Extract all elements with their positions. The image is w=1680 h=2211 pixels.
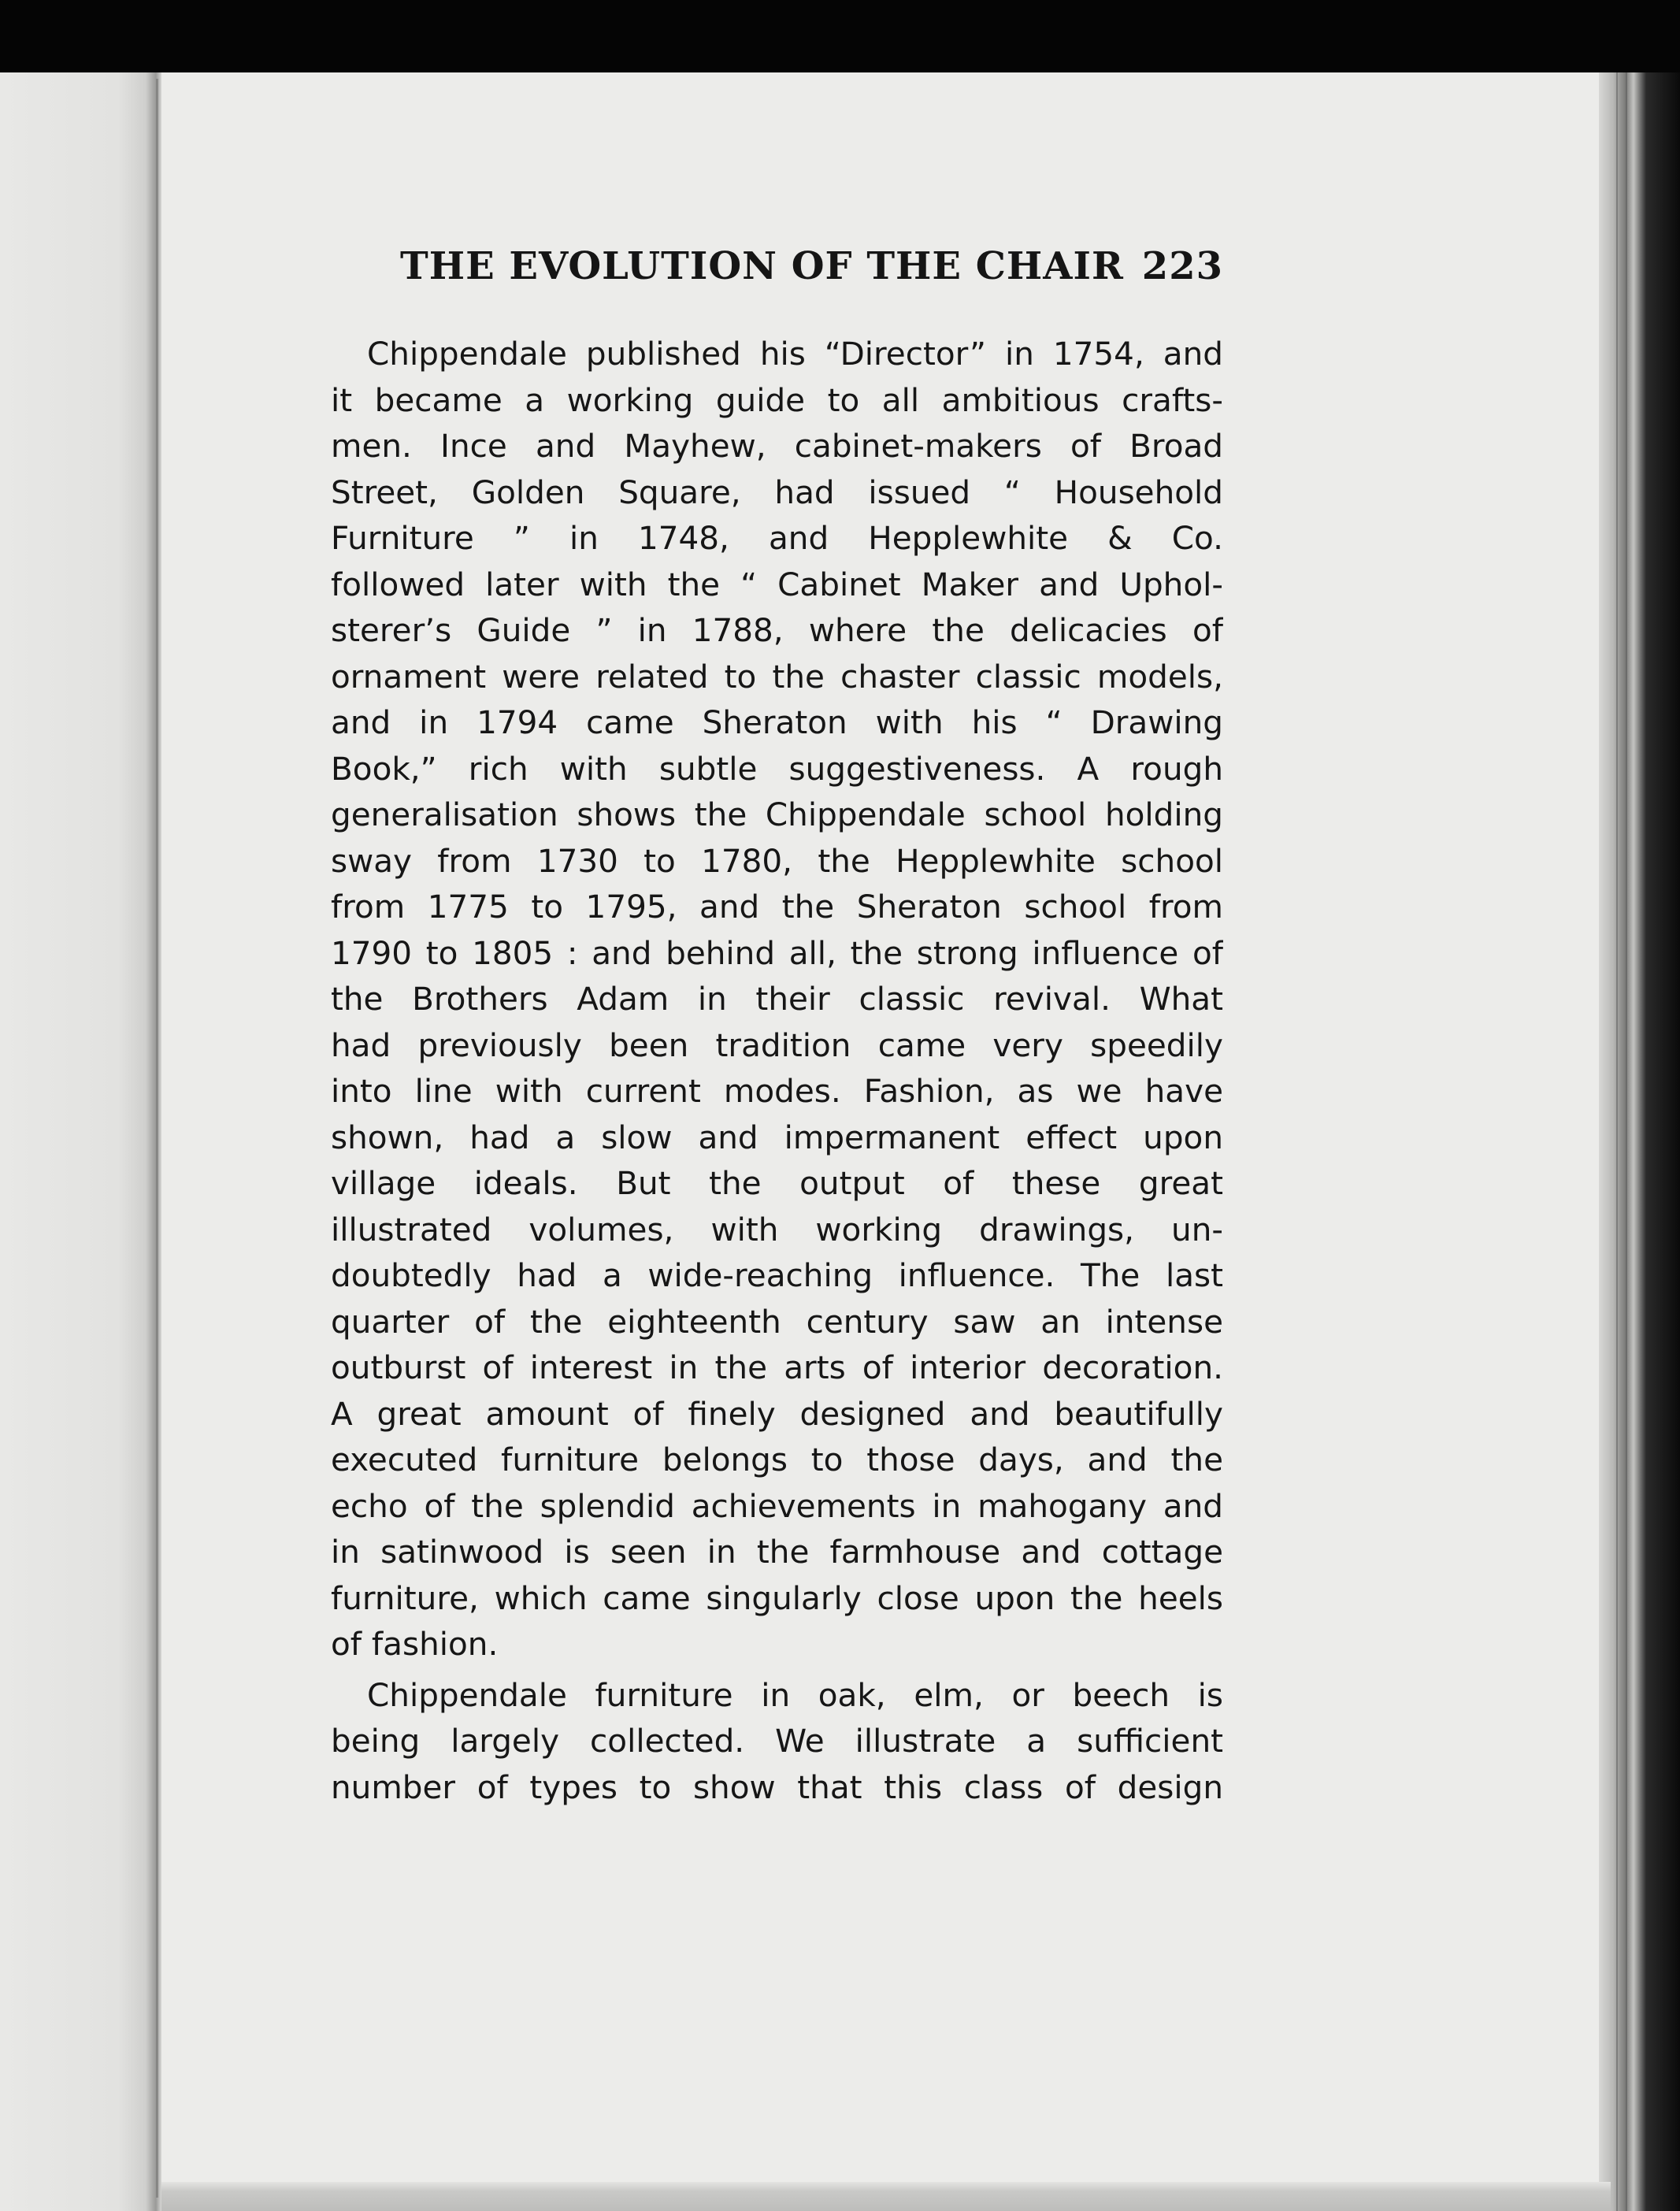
text-line: it became a working guide to all ambitious crafts- xyxy=(331,380,1223,419)
text-line: A great amount of finely designed and beautifully xyxy=(331,1394,1223,1433)
text-line: village ideals. But the output of these great xyxy=(331,1164,1223,1202)
page-edge-line xyxy=(1626,72,1627,2211)
book-gutter xyxy=(0,72,161,2211)
text-line: in satinwood is seen in the farmhouse and cottage xyxy=(331,1533,1223,1571)
text-line: and in 1794 came Sheraton with his “ Drawing xyxy=(331,703,1223,741)
scan-bottom-border xyxy=(161,2182,1611,2211)
text-line: quarter of the eighteenth century saw an intense xyxy=(331,1302,1223,1341)
page-edge-line xyxy=(1616,72,1618,2211)
body-text xyxy=(331,331,1223,1810)
text-line: outburst of interest in the arts of interior decoration. xyxy=(331,1348,1223,1386)
text-line: sway from 1730 to 1780, the Hepplewhite school xyxy=(331,841,1223,880)
text-line: followed later with the “ Cabinet Maker and Uphol- xyxy=(331,565,1223,603)
page-edge-stack xyxy=(1599,72,1680,2211)
gutter-shadow-line xyxy=(156,79,158,2198)
text-line: Book,” rich with subtle suggestiveness. A rough xyxy=(331,749,1223,788)
text-line: ornament were related to the chaster classic models, xyxy=(331,657,1223,696)
text-line: Furniture ” in 1748, and Hepplewhite & Co. xyxy=(331,519,1223,557)
text-line: from 1775 to 1795, and the Sheraton school from xyxy=(331,888,1223,926)
text-line: Chippendale published his “Director” in 1754, and xyxy=(367,335,1223,373)
text-line: sterer’s Guide ” in 1788, where the delicacies of xyxy=(331,611,1223,649)
running-header xyxy=(400,244,1223,299)
text-line: furniture, which came singularly close upon the heels xyxy=(331,1578,1223,1617)
text-line: of fashion. xyxy=(331,1625,499,1663)
running-title: THE EVOLUTION OF THE CHAIR xyxy=(400,244,1124,288)
text-line: shown, had a slow and impermanent effect upon xyxy=(331,1118,1223,1156)
page-number: 223 xyxy=(1141,244,1223,288)
text-line: generalisation shows the Chippendale school holding xyxy=(331,796,1223,833)
text-line: executed furniture belongs to those days, and the xyxy=(331,1441,1223,1478)
text-line: Street, Golden Square, had issued “ Household xyxy=(331,473,1223,511)
text-line: being largely collected. We illustrate a sufficient xyxy=(331,1722,1223,1760)
text-line: echo of the splendid achievements in mahogany and xyxy=(331,1486,1223,1525)
text-line: had previously been tradition came very speedily xyxy=(331,1026,1223,1064)
text-line: into line with current modes. Fashion, as we have xyxy=(331,1072,1223,1110)
scan-top-border xyxy=(0,0,1680,72)
text-line: the Brothers Adam in their classic revival. What xyxy=(331,980,1223,1018)
text-line: Chippendale furniture in oak, elm, or beech is xyxy=(367,1675,1223,1714)
text-line: men. Ince and Mayhew, cabinet-makers of Broad xyxy=(331,427,1223,465)
text-line: illustrated volumes, with working drawings, un- xyxy=(331,1210,1223,1248)
text-line: number of types to show that this class of design xyxy=(331,1768,1223,1806)
text-line: doubtedly had a wide-reaching influence. The last xyxy=(331,1256,1223,1294)
text-line: 1790 to 1805 : and behind all, the strong influence of xyxy=(331,933,1223,972)
